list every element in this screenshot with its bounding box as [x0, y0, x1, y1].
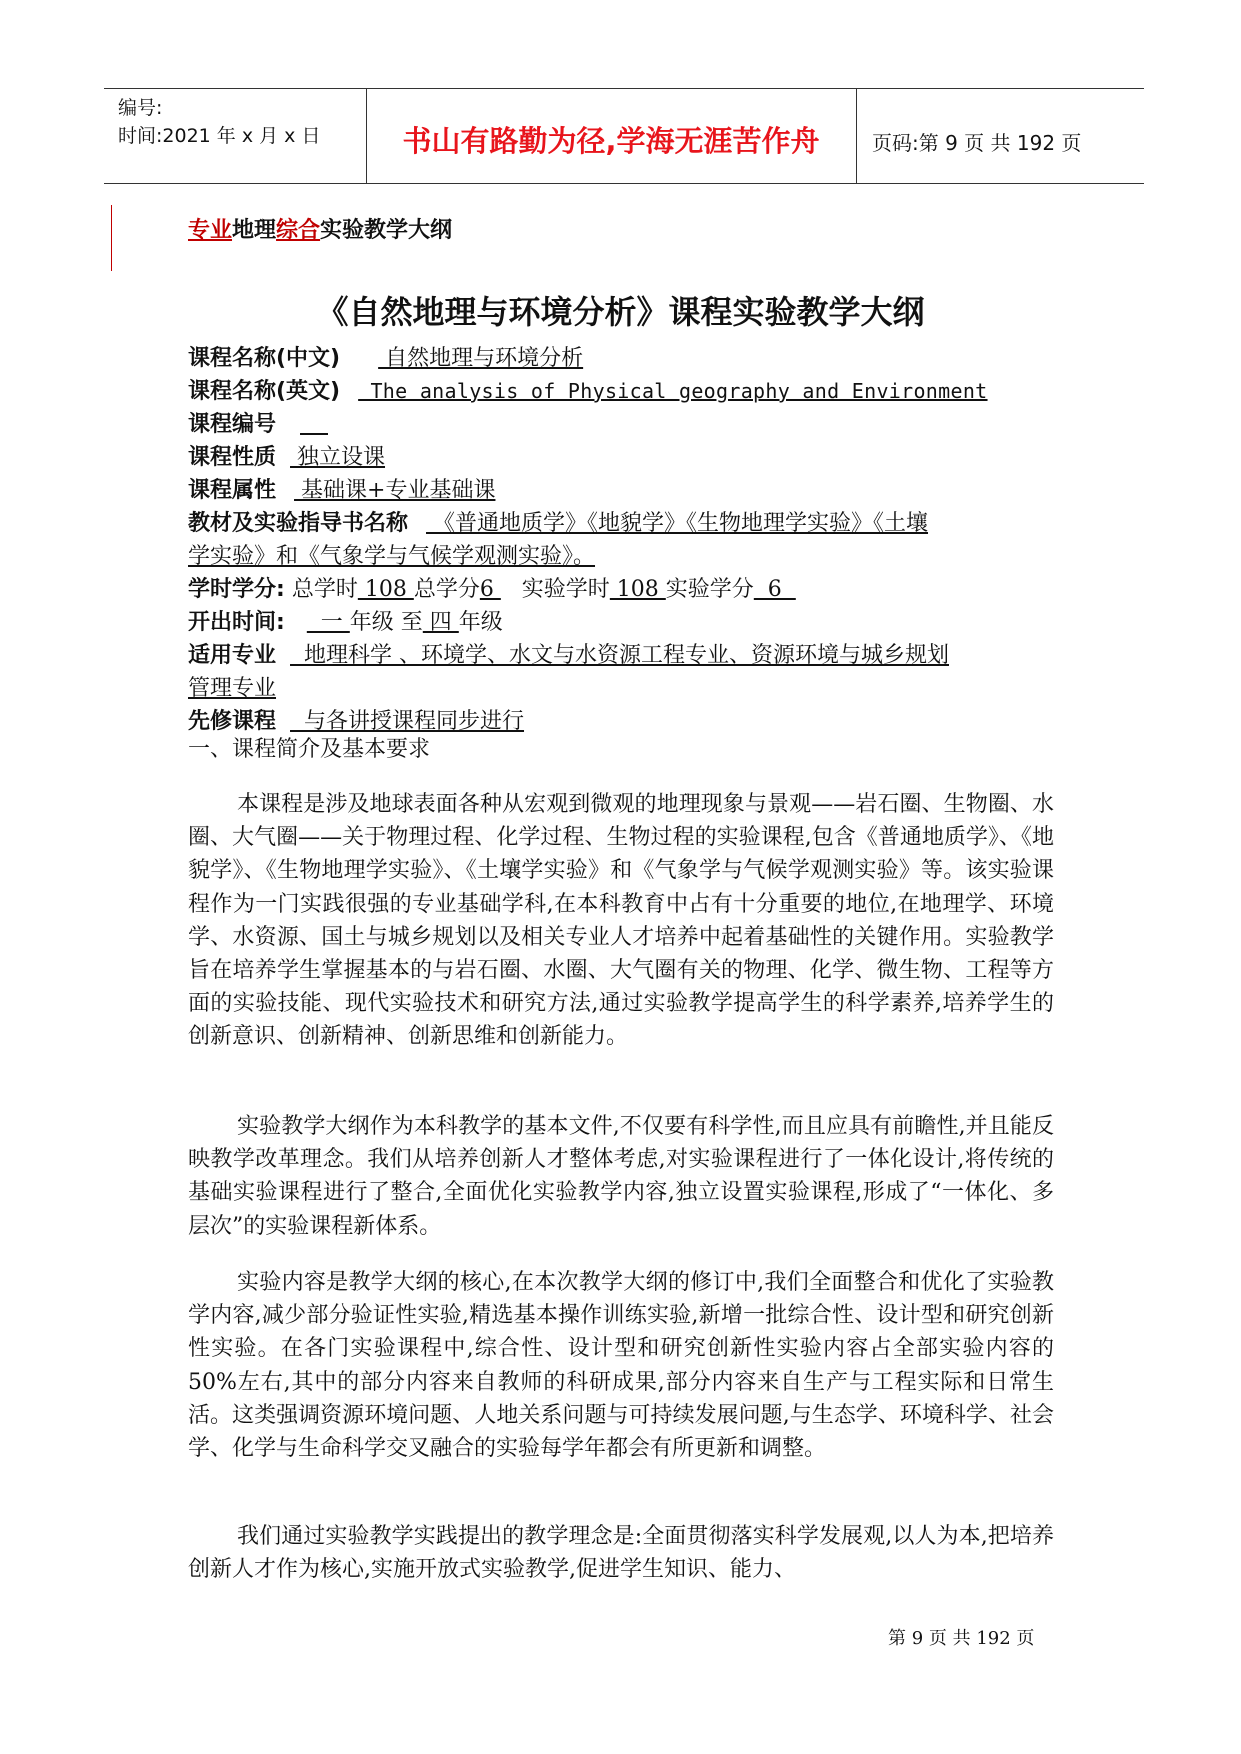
field-label: 教材及实验指导书名称 — [188, 511, 409, 536]
body-paragraph: 我们通过实验教学实践提出的教学理念是:全面贯彻落实科学发展观,以人为本,把培养创新人才作为核心,实施开放式实验教学,促进学生知识、能力、 — [188, 1524, 1054, 1583]
course-name-en-row — [188, 374, 988, 405]
hours-credits-row — [188, 572, 796, 603]
document-title: 《自然地理与环境分析》课程实验教学大纲 — [316, 293, 925, 331]
open-value: 四 — [422, 610, 459, 635]
revision-text: 综合 — [276, 218, 321, 243]
open-time-row — [188, 605, 503, 636]
course-code-row — [188, 407, 328, 438]
hours-value: 108 — [609, 577, 666, 602]
header-motto: 书山有路勤为径,学海无涯苦作舟 — [402, 124, 820, 158]
hours-text: 总学时 — [291, 577, 358, 602]
header-divider — [856, 89, 857, 183]
body-paragraph: 实验内容是教学大纲的核心,在本次教学大纲的修订中,我们全面整合和优化了实验教学内容,减少部分验证性实验,精选基本操作训练实验,新增一批综合性、设计型和研究创新性实验。在各门实验课程中,综合性、设计型和研究创新性实验内容占全部实验内容的50%左右,其中的部分内容来自教师的科研成果,部分内容来自生产与工程实际和日常生活。这类强调资源环境问题、人地关系问题与可持续发展问题,与生态学、环境科学、社会学、化学与生命科学交叉融合的实验每学年都会有所更新和调整。 — [188, 1270, 1054, 1462]
hours-value: 6 — [479, 577, 501, 602]
dept-text: 地理 — [232, 218, 277, 243]
field-value: 与各讲授课程同步进行 — [290, 709, 525, 734]
dept-line — [188, 213, 452, 244]
body-paragraph: 实验教学大纲作为本科教学的基本文件,不仅要有科学性,而且应具有前瞻性,并且能反映教学改革理念。我们从培养创新人才整体考虑,对实验课程进行了一体化设计,将传统的基础实验课程进行了整合,全面优化实验教学内容,独立设置实验课程,形成了“一体化、多层次”的实验课程新体系。 — [188, 1114, 1054, 1239]
hours-text: 总学分 — [413, 577, 480, 602]
field-label: 课程名称(英文) — [188, 379, 341, 404]
number-label: 编号: — [118, 97, 163, 119]
course-nature-row — [188, 440, 385, 471]
section-heading: 一、课程简介及基本要求 — [188, 737, 431, 762]
field-value: 基础课+专业基础课 — [294, 478, 496, 503]
major-row-cont — [188, 671, 276, 702]
field-value: 自然地理与环境分析 — [378, 346, 584, 371]
field-value: 学实验》和《气象学与气候学观测实验》。 — [188, 544, 596, 569]
prerequisite-row — [188, 704, 524, 735]
revision-text: 专业 — [188, 218, 233, 243]
time-label: 时间:2021 年 x 月 x 日 — [118, 125, 321, 147]
body-paragraph: 本课程是涉及地球表面各种从宏观到微观的地理现象与景观——岩石圈、生物圈、水圈、大气圈——关于物理过程、化学过程、生物过程的实验课程,包含《普通地质学》、《地貌学》、《生物地理学实验》、《土壤学实验》和《气象学与气候学观测实验》等。该实验课程作为一门实践很强的专业基础学科,在本科教育中占有十分重要的地位,在地理学、环境学、水资源、国土与城乡规划以及相关专业人才培养中起着基础性的关键作用。实验教学旨在培养学生掌握基本的与岩石圈、水圈、大气圈有关的物理、化学、微生物、工程等方面的实验技能、现代实验技术和研究方法,通过实验教学提高学生的科学素养,培养学生的创新意识、创新精神、创新思维和创新能力。 — [188, 792, 1054, 1050]
field-value: 管理专业 — [188, 676, 277, 701]
textbook-row-cont — [188, 539, 595, 570]
open-value: 一 — [306, 610, 350, 635]
page-code: 页码:第 9 页 共 192 页 — [872, 131, 1082, 155]
hours-text: 实验学分 — [665, 577, 754, 602]
open-text: 年级 至 — [349, 610, 423, 635]
dept-text: 实验教学大纲 — [320, 218, 453, 243]
field-label: 课程名称(中文) — [188, 346, 341, 371]
major-row — [188, 638, 949, 669]
field-value: 独立设课 — [290, 445, 386, 470]
hours-text: 实验学时 — [500, 577, 610, 602]
field-label: 开出时间: — [188, 610, 285, 635]
field-label: 适用专业 — [188, 643, 277, 668]
open-text: 年级 — [458, 610, 503, 635]
field-value: The analysis of Physical geography and Environment — [358, 379, 988, 403]
hours-value: 108 — [357, 577, 414, 602]
field-label: 先修课程 — [188, 709, 277, 734]
field-label: 课程编号 — [188, 412, 277, 437]
revision-bar — [111, 205, 112, 271]
field-label: 课程性质 — [188, 445, 277, 470]
course-name-cn-row — [188, 341, 583, 372]
field-value: 地理科学 、环境学、水文与水资源工程专业、资源环境与城乡规划 — [290, 643, 949, 668]
field-value — [300, 412, 328, 437]
page-header — [104, 88, 1144, 184]
course-attribute-row — [188, 473, 495, 504]
field-label: 学时学分: — [188, 577, 285, 602]
textbook-row — [188, 506, 928, 537]
field-label: 课程属性 — [188, 478, 277, 503]
hours-value: 6 — [753, 577, 796, 602]
page-footer: 第 9 页 共 192 页 — [888, 1628, 1035, 1649]
field-value: 《普通地质学》《地貌学》《生物地理学实验》《土壤 — [426, 511, 929, 536]
